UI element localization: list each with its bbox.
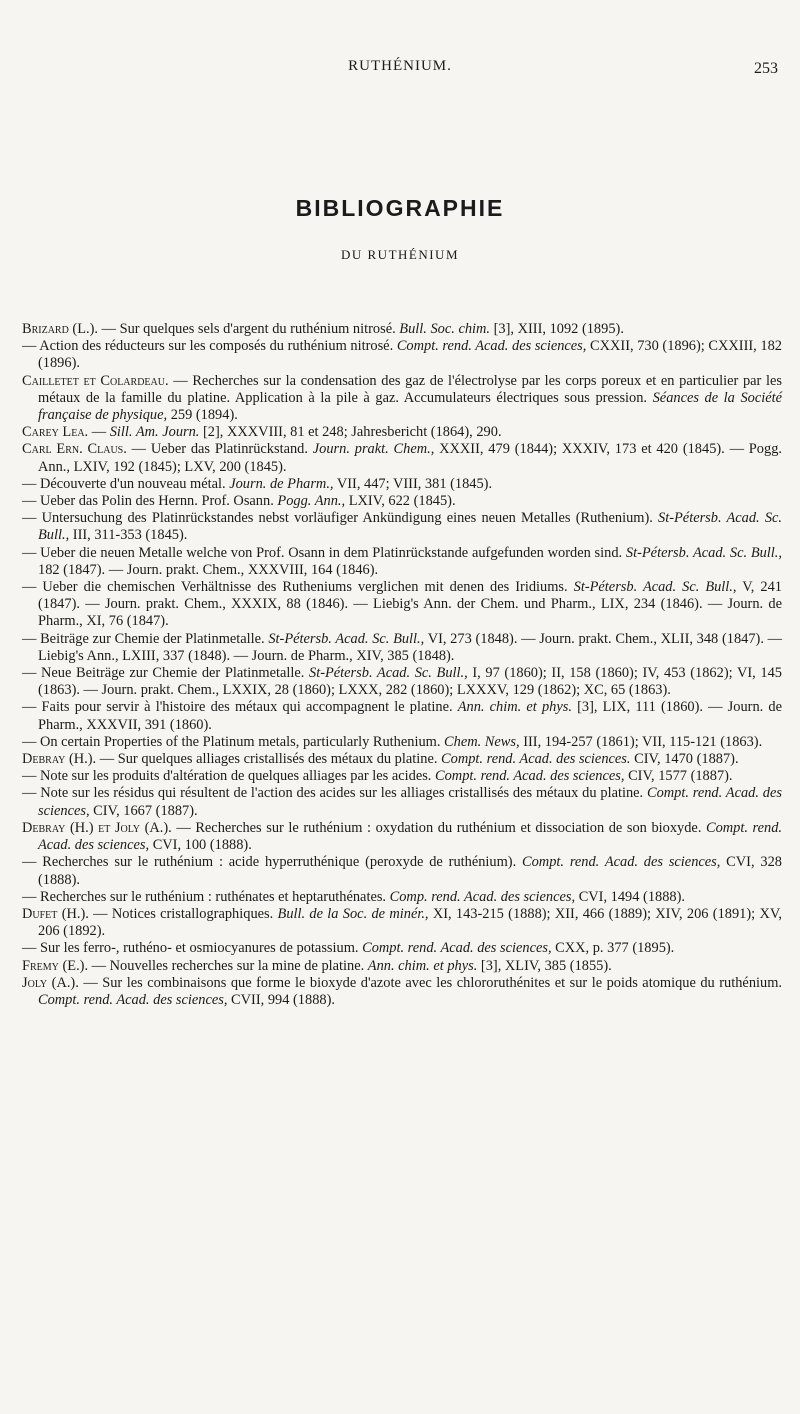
entry-details: CXX, p. 377 (1895). — [551, 940, 675, 957]
entry-reference: Bull. Soc. chim. — [399, 321, 491, 337]
entry-author: Debray (H.) et Joly (A.). — [22, 819, 172, 836]
bibliography-entry — [22, 940, 782, 957]
bibliography-entry — [22, 373, 782, 425]
entry-text: — Note sur les résidus qui résultent de l'action des acides sur les alliages cristallisés des métaux du platine. — [22, 785, 647, 802]
entry-text: — Sur les ferro-, ruthéno- et osmiocyanures de potassium. — [22, 940, 363, 957]
entry-details: VII, 447; VIII, 381 (1845). — [333, 475, 493, 492]
entry-details: I, 97 (1860); II, 158 (1860); IV, 453 (1862); VI, 145 (1863). — Journ. prakt. Chem., LXXIX, 28 (1860); LXXX, 282 (1860); LXXXV, 129 (1862); XC, 65 (1863). — [38, 665, 782, 699]
entry-details: III, 194-257 (1861); VII, 115-121 (1863). — [519, 733, 763, 750]
entry-text: — Découverte d'un nouveau métal. — [22, 475, 230, 492]
entry-reference: Journ. de Pharm., — [229, 475, 334, 492]
entry-text: — Ueber das Platinrückstand. — [126, 441, 313, 458]
entry-text: — Ueber die neuen Metalle welche von Prof. Osann in dem Platinrückstande aufgefunden worden sind. — [22, 544, 626, 561]
bibliography-entry — [22, 493, 782, 510]
page-title: BIBLIOGRAPHIE — [295, 195, 505, 221]
entry-author: Cailletet et Colardeau. — [22, 372, 169, 389]
bibliography-entry — [22, 321, 782, 338]
entry-reference: Compt. rend. Acad. des sciences, — [435, 768, 625, 785]
entry-reference: Compt. rend. Acad. des sciences, — [396, 338, 587, 355]
entry-details: [2], XXXVIII, 81 et 248; Jahresbericht (1864), 290. — [199, 424, 502, 441]
entry-details: CVII, 994 (1888). — [227, 991, 335, 1008]
entry-text: — Sur quelques alliages cristallisés des métaux du platine. — [96, 751, 442, 768]
entry-author: Debray (H.). — [22, 751, 97, 768]
bibliography-entry — [22, 424, 782, 441]
entry-reference: Ann. chim. et phys. — [367, 957, 478, 974]
entry-details: [3], LIX, 111 (1860). — Journ. de Pharm., XXXVII, 391 (1860). — [38, 699, 782, 733]
entry-text: — Untersuchung des Platinrückstandes nebst vorläufiger Ankündigung eines neuen Metalles (Ruthenium). — [22, 510, 659, 527]
entry-reference: Bull. de la Soc. de minér., — [277, 905, 429, 922]
entry-text: — Note sur les produits d'altération de quelques alliages par les acides. — [22, 768, 436, 785]
entry-text: — Ueber die chemischen Verhältnisse des Rutheniums verglichen mit denen des Iridiums. — [22, 579, 574, 596]
bibliography-entry — [22, 338, 782, 372]
entry-details: XXXII, 479 (1844); XXXIV, 173 et 420 (1845). — Pogg. Ann., LXIV, 192 (1845); LXV, 200 (1845). — [38, 441, 782, 475]
entry-reference: St-Pétersb. Acad. Sc. Bull., — [38, 510, 783, 544]
entry-text: — Neue Beiträge zur Chemie der Platinmetalle. — [22, 665, 309, 682]
entry-details: CVI, 100 (1888). — [149, 837, 252, 854]
entry-reference: Compt. rend. Acad. des sciences, — [362, 940, 552, 957]
entry-reference: Comp. rend. Acad. des sciences, — [389, 888, 576, 905]
entry-text: — Recherches sur le ruthénium : oxydation du ruthénium et dissociation de son bioxyde. — [171, 819, 706, 836]
entry-text: — Nouvelles recherches sur la mine de platine. — [88, 957, 368, 974]
bibliography-entry — [22, 631, 782, 665]
entry-author: Carey Lea. — [22, 424, 89, 441]
entry-reference: St-Pétersb. Acad. Sc. Bull., — [268, 630, 425, 647]
entry-details: CIV, 1577 (1887). — [624, 768, 733, 785]
bibliography-entry — [22, 889, 782, 906]
entry-reference: Sill. Am. Journ. — [109, 424, 200, 441]
entry-reference: St-Pétersb. Acad. Sc. Bull., — [573, 579, 737, 596]
entry-text: — Notices cristallographiques. — [88, 905, 278, 922]
entry-details: V, 241 (1847). — Journ. prakt. Chem., XXXIX, 88 (1846). — Liebig's Ann. der Chem. und Pharm., LIX, 234 (1846). — Journ. de Pharm., XI, 76 (1847). — [38, 579, 782, 630]
entry-details: 259 (1894). — [167, 407, 238, 424]
entry-text: — On certain Properties of the Platinum metals, particularly Ruthenium. — [22, 733, 445, 750]
bibliography-entry — [22, 958, 782, 975]
page-subtitle: DU RUTHÉNIUM — [340, 247, 460, 262]
entry-details: CIV, 1470 (1887). — [630, 751, 739, 768]
entry-text: — Sur les combinaisons que forme le bioxyde d'azote avec les chlororuthénites et sur le poids atomique du ruthénium. — [78, 974, 782, 991]
entry-reference: Pogg. Ann., — [277, 493, 346, 510]
entry-text: — Sur quelques sels d'argent du ruthénium nitrosé. — [98, 321, 400, 337]
entry-author: Fremy (E.). — [22, 957, 89, 974]
bibliography-entry — [22, 545, 782, 579]
entry-reference: St-Pétersb. Acad. Sc. Bull., — [309, 665, 468, 682]
bibliography-entry — [22, 699, 782, 733]
entry-details: 182 (1847). — Journ. prakt. Chem., XXXVIII, 164 (1846). — [38, 561, 379, 578]
entry-reference: Compt. rend. Acad. des sciences. — [441, 751, 631, 768]
entry-reference: Ann. chim. et phys. — [457, 699, 572, 716]
bibliography-entry — [22, 751, 782, 768]
entry-reference: Compt. rend. Acad. des sciences, — [38, 991, 228, 1008]
entry-reference: Compt. rend. Acad. des sciences, — [522, 854, 721, 871]
bibliography-entry — [22, 854, 782, 888]
entry-details: VI, 273 (1848). — Journ. prakt. Chem., XLII, 348 (1847). — Liebig's Ann., LXIII, 337 (1848). — Journ. de Pharm., XIV, 385 (1848). — [38, 630, 783, 664]
bibliography-entry — [22, 441, 782, 475]
entry-details: III, 311-353 (1845). — [69, 527, 188, 544]
entry-author: Brizard (L.). — [22, 321, 98, 337]
entry-text: — Faits pour servir à l'histoire des métaux qui accompagnent le platine. — [22, 699, 458, 716]
entry-reference: Journ. prakt. Chem., — [312, 441, 435, 458]
bibliography-entry — [22, 785, 782, 819]
entry-text: — Beiträge zur Chemie der Platinmetalle. — [22, 630, 269, 647]
page-number: 253 — [754, 60, 778, 77]
entry-details: CVI, 328 (1888). — [38, 854, 782, 888]
entry-text: — — [88, 424, 110, 441]
entry-details: LXIV, 622 (1845). — [345, 493, 456, 510]
bibliography-list — [22, 321, 782, 1009]
entry-reference: Compt. rend. Acad. des sciences, — [38, 819, 782, 854]
entry-text: — Recherches sur la condensation des gaz de l'électrolyse par les corps poreux et en particulier par les métaux de la famille du platine. Application à la pile à gaz. Accumulateurs électriques sous pression. — [38, 372, 782, 406]
bibliography-entry — [22, 906, 782, 940]
entry-text: — Recherches sur le ruthénium : ruthénates et heptaruthénates. — [22, 888, 390, 905]
bibliography-entry — [22, 975, 782, 1009]
entry-author: Dufet (H.). — [22, 905, 89, 922]
entry-details: [3], XIII, 1092 (1895). — [490, 321, 624, 337]
entry-author: Carl Ern. Claus. — [22, 441, 127, 458]
entry-text: — Action des réducteurs sur les composés du ruthénium nitrosé. — [22, 338, 397, 355]
entry-reference: Chem. News, — [444, 733, 520, 750]
running-title: RUTHÉNIUM. — [348, 58, 452, 74]
entry-reference: St-Pétersb. Acad. Sc. Bull., — [625, 544, 782, 561]
bibliography-entry — [22, 476, 782, 493]
bibliography-entry — [22, 665, 782, 699]
bibliography-entry — [22, 510, 782, 544]
entry-reference: Séances de la Société française de physique, — [38, 389, 782, 424]
entry-text: — Ueber das Polin des Hernn. Prof. Osann. — [22, 493, 278, 510]
entry-reference: Compt. rend. Acad. des sciences, — [38, 785, 782, 819]
entry-details: CXXII, 730 (1896); CXXIII, 182 (1896). — [38, 338, 782, 372]
entry-author: Joly (A.). — [22, 974, 79, 991]
bibliography-entry — [22, 768, 782, 785]
entry-details: XI, 143-215 (1888); XII, 466 (1889); XIV, 206 (1891); XV, 206 (1892). — [38, 905, 782, 940]
bibliography-entry — [22, 734, 782, 751]
bibliography-entry — [22, 579, 782, 631]
entry-details: [3], XLIV, 385 (1855). — [477, 957, 612, 974]
bibliography-entry — [22, 820, 782, 854]
entry-details: CVI, 1494 (1888). — [575, 888, 686, 905]
entry-details: CIV, 1667 (1887). — [89, 802, 198, 819]
entry-text: — Recherches sur le ruthénium : acide hyperruthénique (peroxyde de ruthénium). — [22, 854, 523, 871]
